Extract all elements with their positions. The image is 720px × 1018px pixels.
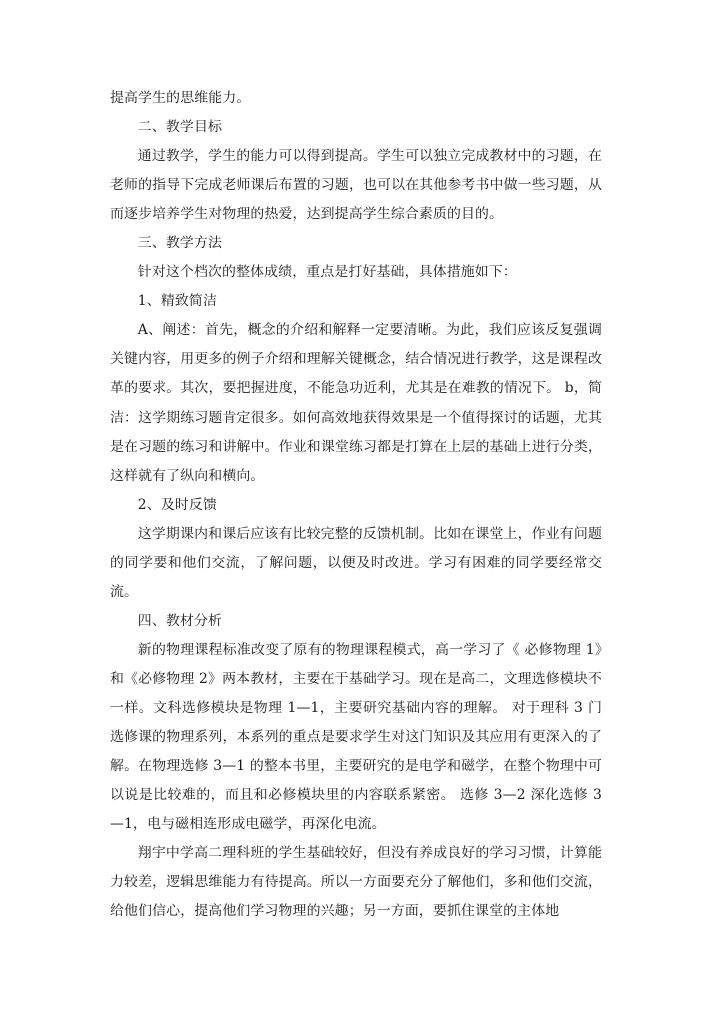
section-heading-textbook-analysis: 四、教材分析 [137, 612, 223, 629]
paragraph-concise: A、阐述：首先，概念的介绍和解释一定要清晰。为此，我们应该反复强调关键内容，用更多的例子介绍和理解关键概念，结合情况进行教学，这是课程改革的要求。其次，要把握进度，不能急功近利，尤其是在难教的情况下。 b，简洁：这学期练习题肯定很多。如何高效地获得效果是一个值得探讨的话题，尤其是在习题的练习和讲解中。作业和课堂练习都是打算在上层的基础上进行分类，这样就有了纵向和横向。 [110, 322, 602, 484]
paragraph-textbook-analysis: 新的物理课程标准改变了原有的物理课程模式，高一学习了《 必修物理 1》和《必修物理 2》两本教材，主要在于基础学习。现在是高二，文理选修模块不一样。文科选修模块是物理 1—1，主要研究基础内容的理解。 对于理科 3 门选修课的物理系列，本系列的重点是要求学生对这门知识及其应用有更深入的了解。在物理选修 3—1 的整本书里，主要研究的是电学和磁学，在整个物理中可以说是比较难的，而且和必修模块里的内容联系紧密。 选修 3—2 深化选修 3—1，电与磁相连形成电磁学，再深化电流。 [110, 641, 602, 833]
section-heading-teaching-methods: 三、教学方法 [137, 235, 223, 252]
document-body [110, 84, 602, 926]
subheading-feedback: 2、及时反馈 [137, 496, 217, 513]
subheading-concise: 1、精致简洁 [137, 293, 217, 310]
paragraph-teaching-goals: 通过教学，学生的能力可以得到提高。学生可以独立完成教材中的习题，在老师的指导下完成老师课后布置的习题，也可以在其他参考书中做一些习题，从而逐步培养学生对物理的热爱，达到提高学生综合素质的目的。 [110, 148, 602, 223]
section-heading-teaching-goals: 二、教学目标 [137, 119, 223, 136]
paragraph-student-analysis: 翔宇中学高二理科班的学生基础较好，但没有养成良好的学习习惯，计算能力较差，逻辑思维能力有待提高。所以一方面要充分了解他们，多和他们交流，给他们信心，提高他们学习物理的兴趣；另一方面，要抓住课堂的主体地 [110, 845, 602, 920]
paragraph-feedback: 这学期课内和课后应该有比较完整的反馈机制。比如在课堂上，作业有问题的同学要和他们交流，了解问题，以便及时改进。学习有困难的同学要经常交流。 [110, 525, 602, 600]
paragraph-methods-intro: 针对这个档次的整体成绩，重点是打好基础，具体措施如下： [137, 264, 517, 281]
paragraph-intro-continuation: 提高学生的思维能力。 [110, 90, 251, 106]
